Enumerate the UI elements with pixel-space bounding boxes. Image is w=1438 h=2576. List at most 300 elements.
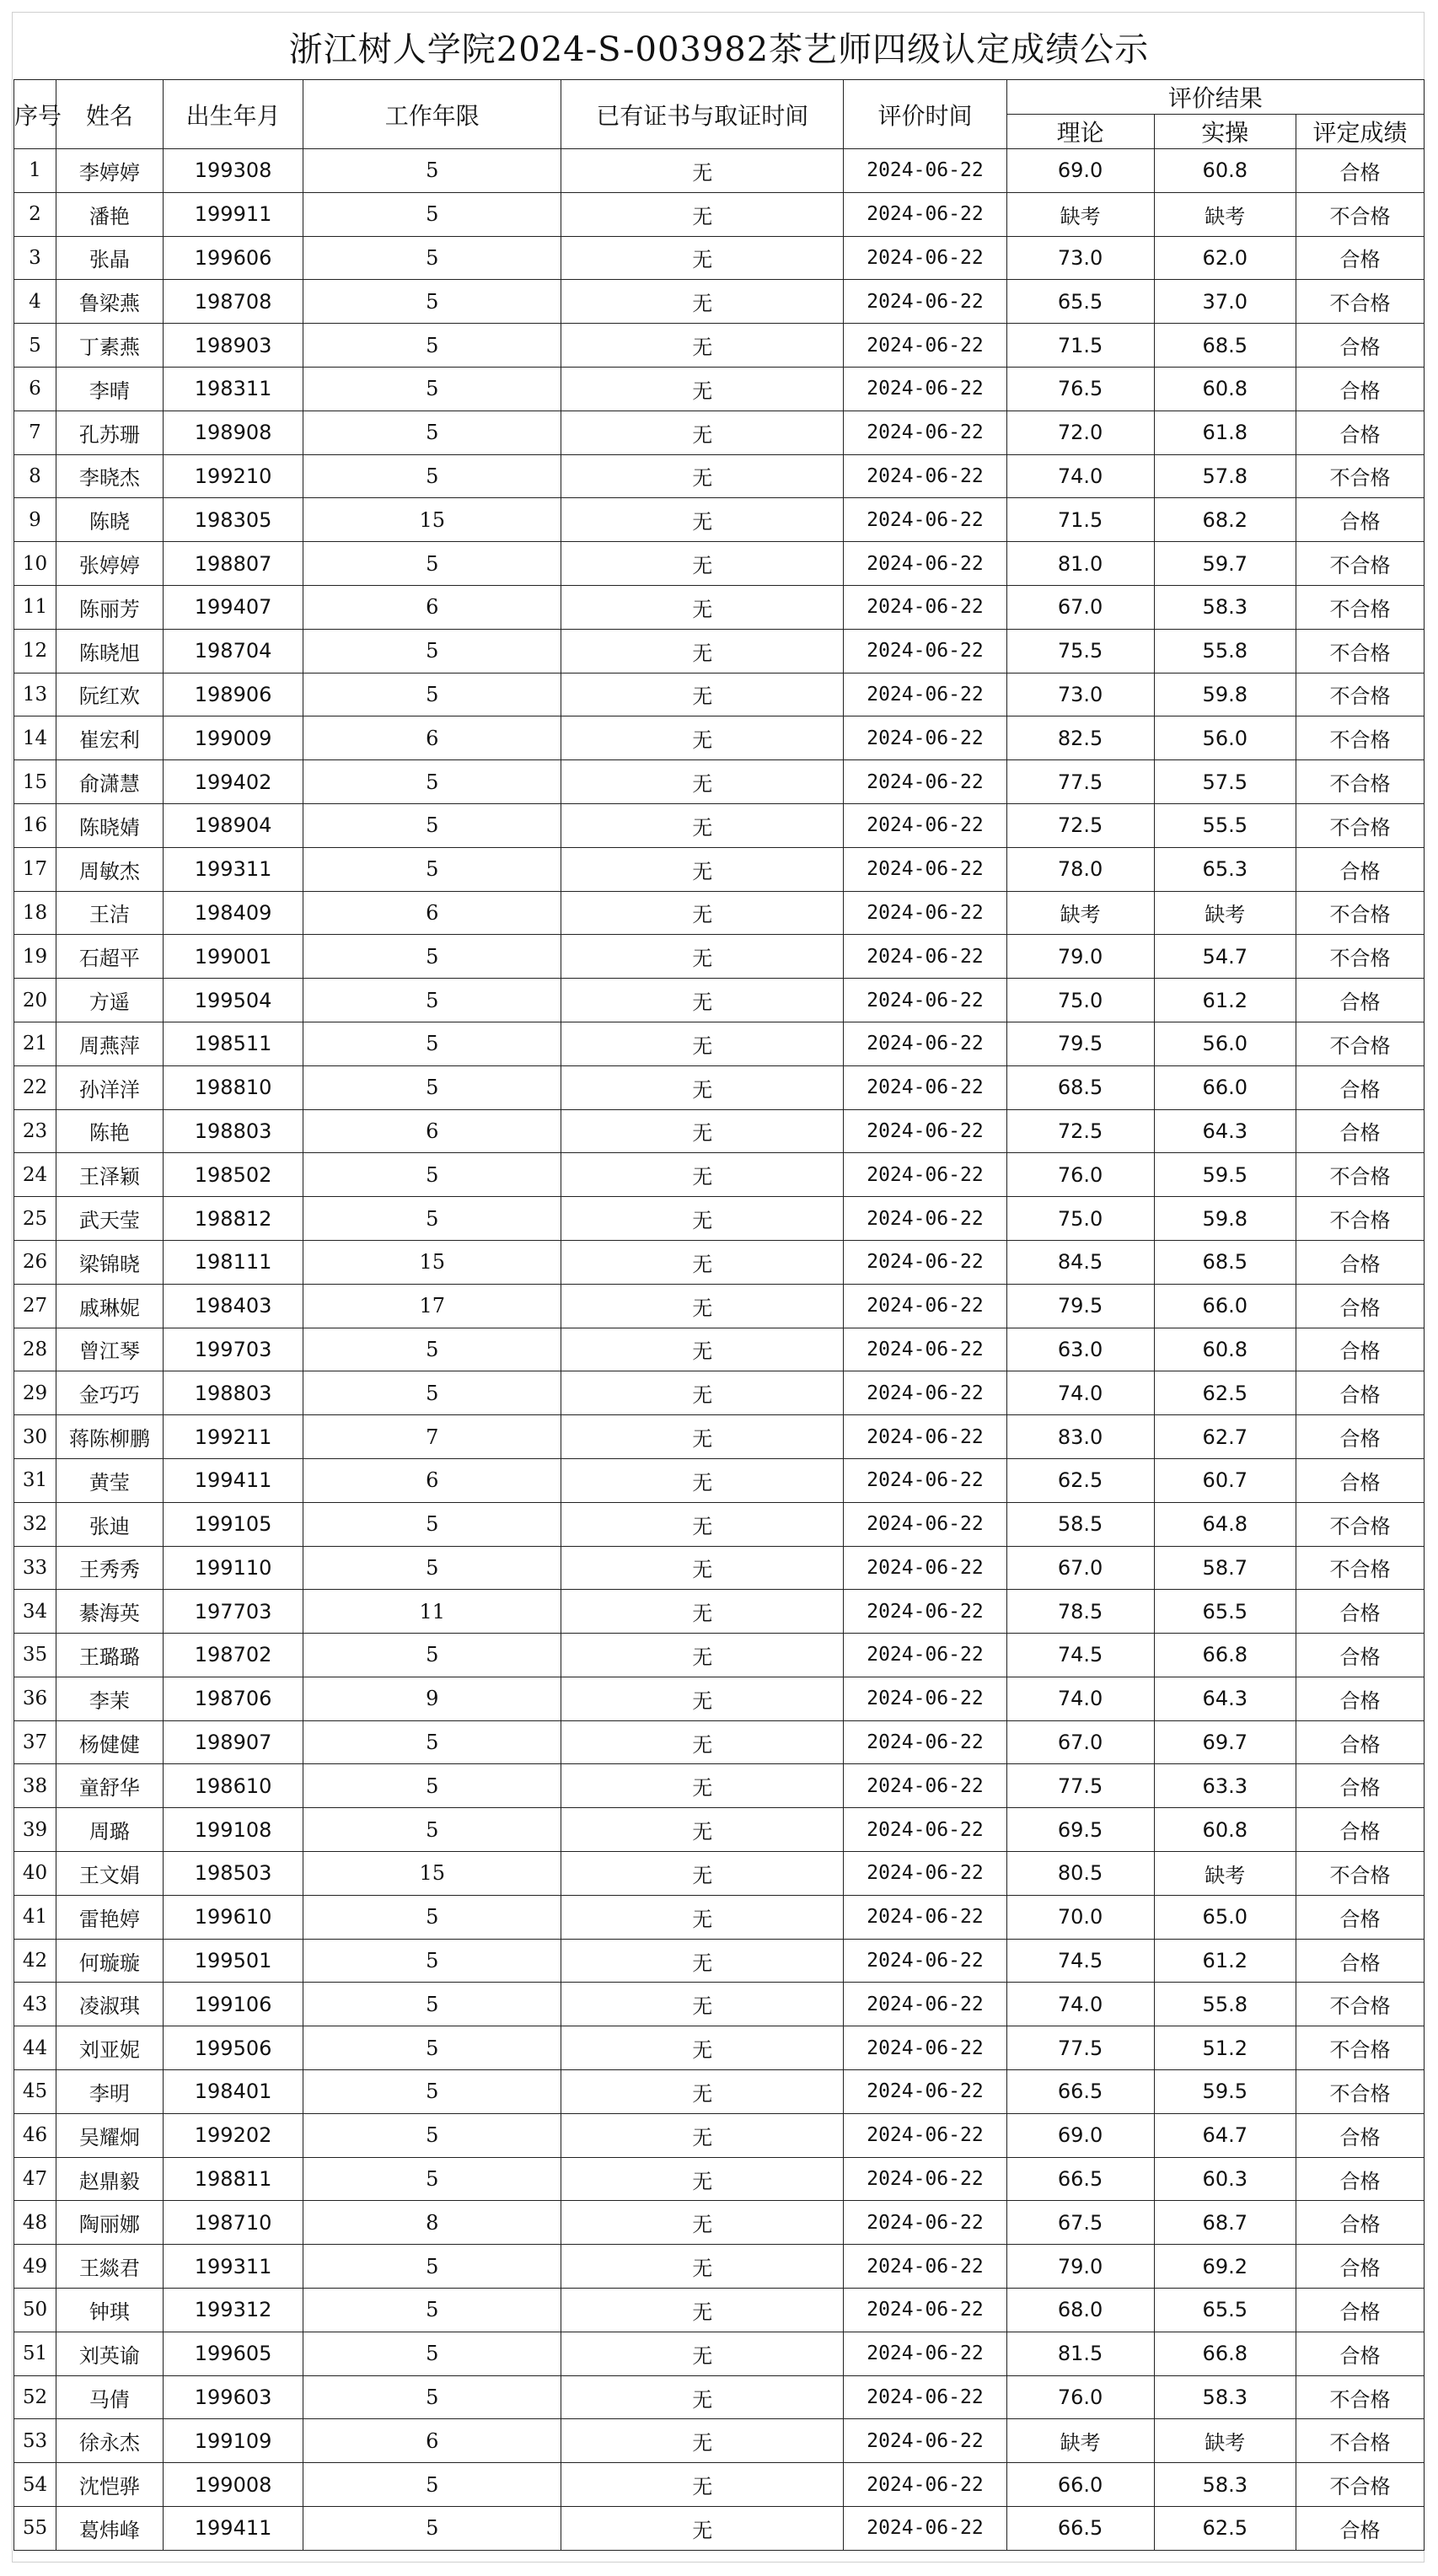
table-row: [14, 629, 1425, 673]
cell-eval-date: 2024-06-22: [844, 2245, 1007, 2289]
cell-eval-date: 2024-06-22: [844, 1720, 1007, 1764]
cell-seq: 36: [14, 1677, 56, 1720]
cell-years: 5: [303, 454, 561, 498]
cell-practice: 60.8: [1154, 1328, 1296, 1371]
cell-years: 5: [303, 1328, 561, 1371]
cell-name: 王洁: [56, 891, 163, 935]
cell-name: 刘亚妮: [56, 2026, 163, 2070]
cell-eval-date: 2024-06-22: [844, 1284, 1007, 1328]
cell-grade: 不合格: [1296, 1197, 1425, 1241]
table-row: [14, 1328, 1425, 1371]
cell-name: 陈晓旭: [56, 629, 163, 673]
table-row: [14, 2463, 1425, 2507]
cell-practice: 55.8: [1154, 1983, 1296, 2026]
cell-name: 李茉: [56, 1677, 163, 1720]
cell-years: 5: [303, 411, 561, 454]
cell-practice: 61.2: [1154, 1939, 1296, 1983]
table-row: [14, 1939, 1425, 1983]
cell-seq: 15: [14, 760, 56, 804]
cell-theory: 79.0: [1006, 2245, 1154, 2289]
cell-years: 5: [303, 236, 561, 280]
cell-grade: 合格: [1296, 411, 1425, 454]
cell-years: 5: [303, 2245, 561, 2289]
cell-name: 蒋陈柳鹏: [56, 1415, 163, 1459]
cell-seq: 34: [14, 1590, 56, 1634]
cell-theory: 69.0: [1006, 149, 1154, 193]
cell-birth: 199411: [163, 1458, 303, 1502]
cell-theory: 74.0: [1006, 1371, 1154, 1415]
cell-cert: 无: [561, 1720, 844, 1764]
cell-years: 5: [303, 2026, 561, 2070]
cell-grade: 不合格: [1296, 1852, 1425, 1896]
cell-eval-date: 2024-06-22: [844, 1458, 1007, 1502]
cell-name: 俞潇慧: [56, 760, 163, 804]
cell-seq: 8: [14, 454, 56, 498]
table-row: [14, 2289, 1425, 2332]
cell-eval-date: 2024-06-22: [844, 1677, 1007, 1720]
header-birth: 出生年月: [163, 80, 303, 149]
cell-name: 张婷婷: [56, 542, 163, 586]
cell-years: 5: [303, 1720, 561, 1764]
cell-practice: 54.7: [1154, 935, 1296, 979]
cell-practice: 51.2: [1154, 2026, 1296, 2070]
cell-seq: 24: [14, 1153, 56, 1197]
table-row: [14, 847, 1425, 891]
cell-eval-date: 2024-06-22: [844, 411, 1007, 454]
cell-practice: 60.8: [1154, 149, 1296, 193]
cell-birth: 199610: [163, 1895, 303, 1939]
cell-seq: 45: [14, 2070, 56, 2114]
cell-name: 李婷婷: [56, 149, 163, 193]
cell-theory: 72.5: [1006, 803, 1154, 847]
cell-years: 5: [303, 2375, 561, 2419]
cell-grade: 合格: [1296, 236, 1425, 280]
cell-seq: 21: [14, 1022, 56, 1065]
cell-practice: 69.2: [1154, 2245, 1296, 2289]
cell-eval-date: 2024-06-22: [844, 1109, 1007, 1153]
cell-theory: 79.0: [1006, 935, 1154, 979]
cell-practice: 60.7: [1154, 1458, 1296, 1502]
cell-years: 15: [303, 1852, 561, 1896]
cell-name: 陈丽芳: [56, 585, 163, 629]
cell-seq: 14: [14, 716, 56, 760]
cell-name: 陈晓: [56, 498, 163, 542]
table-row: [14, 542, 1425, 586]
cell-eval-date: 2024-06-22: [844, 1546, 1007, 1590]
header-name: 姓名: [56, 80, 163, 149]
cell-practice: 68.5: [1154, 324, 1296, 368]
cell-eval-date: 2024-06-22: [844, 1764, 1007, 1808]
cell-years: 5: [303, 1546, 561, 1590]
cell-birth: 198503: [163, 1852, 303, 1896]
cell-cert: 无: [561, 542, 844, 586]
cell-name: 李晴: [56, 367, 163, 411]
table-row: [14, 1808, 1425, 1852]
cell-seq: 33: [14, 1546, 56, 1590]
cell-seq: 3: [14, 236, 56, 280]
table-row: [14, 1502, 1425, 1546]
cell-cert: 无: [561, 2419, 844, 2463]
cell-name: 沈恺骅: [56, 2463, 163, 2507]
cell-eval-date: 2024-06-22: [844, 891, 1007, 935]
cell-eval-date: 2024-06-22: [844, 629, 1007, 673]
cell-practice: 缺考: [1154, 192, 1296, 236]
cell-cert: 无: [561, 1458, 844, 1502]
cell-theory: 68.0: [1006, 2289, 1154, 2332]
cell-seq: 38: [14, 1764, 56, 1808]
table-row: [14, 1546, 1425, 1590]
cell-seq: 16: [14, 803, 56, 847]
table-row: [14, 454, 1425, 498]
cell-practice: 65.3: [1154, 847, 1296, 891]
cell-years: 6: [303, 716, 561, 760]
cell-cert: 无: [561, 2201, 844, 2245]
cell-grade: 合格: [1296, 498, 1425, 542]
cell-birth: 198311: [163, 367, 303, 411]
cell-theory: 71.5: [1006, 324, 1154, 368]
cell-cert: 无: [561, 367, 844, 411]
cell-practice: 66.0: [1154, 1284, 1296, 1328]
table-row: [14, 716, 1425, 760]
cell-cert: 无: [561, 716, 844, 760]
table-row: [14, 1590, 1425, 1634]
cell-cert: 无: [561, 149, 844, 193]
table-row: [14, 2201, 1425, 2245]
cell-grade: 不合格: [1296, 2419, 1425, 2463]
cell-theory: 73.0: [1006, 673, 1154, 716]
cell-grade: 合格: [1296, 1328, 1425, 1371]
cell-grade: 合格: [1296, 847, 1425, 891]
cell-theory: 82.5: [1006, 716, 1154, 760]
cell-cert: 无: [561, 498, 844, 542]
cell-cert: 无: [561, 1415, 844, 1459]
cell-practice: 66.8: [1154, 1634, 1296, 1677]
cell-seq: 11: [14, 585, 56, 629]
cell-eval-date: 2024-06-22: [844, 2507, 1007, 2551]
cell-practice: 37.0: [1154, 280, 1296, 324]
cell-seq: 30: [14, 1415, 56, 1459]
cell-birth: 199109: [163, 2419, 303, 2463]
cell-theory: 74.0: [1006, 454, 1154, 498]
cell-eval-date: 2024-06-22: [844, 542, 1007, 586]
cell-cert: 无: [561, 585, 844, 629]
cell-grade: 合格: [1296, 979, 1425, 1022]
cell-seq: 37: [14, 1720, 56, 1764]
cell-cert: 无: [561, 2375, 844, 2419]
cell-eval-date: 2024-06-22: [844, 1240, 1007, 1284]
cell-cert: 无: [561, 2507, 844, 2551]
cell-eval-date: 2024-06-22: [844, 1852, 1007, 1896]
cell-seq: 28: [14, 1328, 56, 1371]
cell-grade: 合格: [1296, 1939, 1425, 1983]
cell-years: 5: [303, 803, 561, 847]
cell-birth: 199211: [163, 1415, 303, 1459]
cell-years: 5: [303, 760, 561, 804]
cell-grade: 不合格: [1296, 760, 1425, 804]
cell-name: 何璇璇: [56, 1939, 163, 1983]
cell-years: 5: [303, 2289, 561, 2332]
cell-eval-date: 2024-06-22: [844, 1022, 1007, 1065]
cell-birth: 198610: [163, 1764, 303, 1808]
cell-cert: 无: [561, 629, 844, 673]
cell-theory: 75.5: [1006, 629, 1154, 673]
cell-name: 张晶: [56, 236, 163, 280]
cell-years: 15: [303, 498, 561, 542]
cell-grade: 不合格: [1296, 2070, 1425, 2114]
cell-birth: 199311: [163, 847, 303, 891]
cell-cert: 无: [561, 1240, 844, 1284]
cell-cert: 无: [561, 979, 844, 1022]
cell-seq: 12: [14, 629, 56, 673]
cell-practice: 68.5: [1154, 1240, 1296, 1284]
cell-cert: 无: [561, 847, 844, 891]
cell-birth: 199105: [163, 1502, 303, 1546]
cell-birth: 199911: [163, 192, 303, 236]
cell-grade: 不合格: [1296, 891, 1425, 935]
cell-years: 5: [303, 2463, 561, 2507]
cell-eval-date: 2024-06-22: [844, 1895, 1007, 1939]
table-row: [14, 1240, 1425, 1284]
cell-practice: 57.5: [1154, 760, 1296, 804]
cell-eval-date: 2024-06-22: [844, 1808, 1007, 1852]
cell-cert: 无: [561, 2245, 844, 2289]
cell-cert: 无: [561, 1895, 844, 1939]
table-row: [14, 192, 1425, 236]
cell-name: 徐永杰: [56, 2419, 163, 2463]
table-row: [14, 1677, 1425, 1720]
cell-birth: 198904: [163, 803, 303, 847]
cell-name: 王璐璐: [56, 1634, 163, 1677]
cell-years: 5: [303, 149, 561, 193]
cell-theory: 75.0: [1006, 979, 1154, 1022]
cell-seq: 6: [14, 367, 56, 411]
cell-grade: 不合格: [1296, 935, 1425, 979]
cell-name: 綦海英: [56, 1590, 163, 1634]
cell-eval-date: 2024-06-22: [844, 1590, 1007, 1634]
cell-eval-date: 2024-06-22: [844, 1153, 1007, 1197]
cell-seq: 20: [14, 979, 56, 1022]
header-theory: 理论: [1006, 115, 1154, 149]
cell-seq: 46: [14, 2113, 56, 2157]
cell-grade: 合格: [1296, 1808, 1425, 1852]
table-row: [14, 2070, 1425, 2114]
cell-years: 5: [303, 280, 561, 324]
cell-birth: 199312: [163, 2289, 303, 2332]
cell-name: 金巧巧: [56, 1371, 163, 1415]
cell-eval-date: 2024-06-22: [844, 1328, 1007, 1371]
cell-years: 5: [303, 2332, 561, 2375]
header-cert: 已有证书与取证时间: [561, 80, 844, 149]
cell-practice: 66.0: [1154, 1065, 1296, 1109]
cell-grade: 合格: [1296, 1720, 1425, 1764]
cell-grade: 不合格: [1296, 2375, 1425, 2419]
cell-eval-date: 2024-06-22: [844, 1983, 1007, 2026]
cell-cert: 无: [561, 324, 844, 368]
cell-theory: 83.0: [1006, 1415, 1154, 1459]
cell-cert: 无: [561, 1328, 844, 1371]
cell-grade: 合格: [1296, 1415, 1425, 1459]
table-row: [14, 935, 1425, 979]
cell-birth: 199308: [163, 149, 303, 193]
cell-grade: 不合格: [1296, 716, 1425, 760]
cell-eval-date: 2024-06-22: [844, 1197, 1007, 1241]
cell-grade: 不合格: [1296, 2026, 1425, 2070]
cell-birth: 199108: [163, 1808, 303, 1852]
cell-seq: 5: [14, 324, 56, 368]
cell-practice: 58.3: [1154, 585, 1296, 629]
cell-eval-date: 2024-06-22: [844, 236, 1007, 280]
cell-cert: 无: [561, 1022, 844, 1065]
cell-seq: 9: [14, 498, 56, 542]
table-body: [14, 149, 1425, 2551]
cell-cert: 无: [561, 1939, 844, 1983]
cell-seq: 32: [14, 1502, 56, 1546]
cell-name: 方遥: [56, 979, 163, 1022]
cell-grade: 合格: [1296, 367, 1425, 411]
cell-birth: 199606: [163, 236, 303, 280]
cell-cert: 无: [561, 935, 844, 979]
table-row: [14, 2375, 1425, 2419]
cell-years: 5: [303, 1197, 561, 1241]
cell-theory: 67.0: [1006, 1546, 1154, 1590]
cell-practice: 62.0: [1154, 236, 1296, 280]
cell-grade: 不合格: [1296, 1983, 1425, 2026]
cell-practice: 65.0: [1154, 1895, 1296, 1939]
cell-name: 王秀秀: [56, 1546, 163, 1590]
cell-theory: 缺考: [1006, 891, 1154, 935]
cell-eval-date: 2024-06-22: [844, 2070, 1007, 2114]
cell-cert: 无: [561, 1764, 844, 1808]
cell-practice: 60.8: [1154, 367, 1296, 411]
cell-theory: 81.0: [1006, 542, 1154, 586]
cell-seq: 40: [14, 1852, 56, 1896]
cell-birth: 198409: [163, 891, 303, 935]
cell-seq: 17: [14, 847, 56, 891]
cell-seq: 52: [14, 2375, 56, 2419]
cell-eval-date: 2024-06-22: [844, 2463, 1007, 2507]
cell-theory: 80.5: [1006, 1852, 1154, 1896]
cell-birth: 199506: [163, 2026, 303, 2070]
cell-name: 马倩: [56, 2375, 163, 2419]
cell-eval-date: 2024-06-22: [844, 2026, 1007, 2070]
cell-years: 5: [303, 1983, 561, 2026]
cell-cert: 无: [561, 1197, 844, 1241]
cell-eval-date: 2024-06-22: [844, 716, 1007, 760]
cell-cert: 无: [561, 2332, 844, 2375]
cell-years: 5: [303, 1371, 561, 1415]
cell-grade: 不合格: [1296, 1546, 1425, 1590]
cell-years: 5: [303, 1153, 561, 1197]
table-row: [14, 1284, 1425, 1328]
cell-theory: 74.0: [1006, 1677, 1154, 1720]
cell-theory: 79.5: [1006, 1022, 1154, 1065]
cell-years: 5: [303, 1022, 561, 1065]
cell-seq: 50: [14, 2289, 56, 2332]
cell-grade: 合格: [1296, 149, 1425, 193]
cell-grade: 不合格: [1296, 2463, 1425, 2507]
cell-grade: 不合格: [1296, 585, 1425, 629]
table-row: [14, 2332, 1425, 2375]
cell-grade: 不合格: [1296, 673, 1425, 716]
cell-birth: 199210: [163, 454, 303, 498]
cell-years: 8: [303, 2201, 561, 2245]
cell-grade: 不合格: [1296, 1022, 1425, 1065]
cell-practice: 61.2: [1154, 979, 1296, 1022]
cell-years: 17: [303, 1284, 561, 1328]
cell-theory: 66.5: [1006, 2507, 1154, 2551]
cell-theory: 缺考: [1006, 192, 1154, 236]
cell-practice: 56.0: [1154, 1022, 1296, 1065]
table-row: [14, 367, 1425, 411]
cell-eval-date: 2024-06-22: [844, 1065, 1007, 1109]
cell-years: 5: [303, 673, 561, 716]
cell-birth: 199504: [163, 979, 303, 1022]
page-title: 浙江树人学院2024-S-003982茶艺师四级认定成绩公示: [288, 30, 1150, 69]
cell-seq: 22: [14, 1065, 56, 1109]
cell-years: 5: [303, 324, 561, 368]
cell-seq: 39: [14, 1808, 56, 1852]
cell-eval-date: 2024-06-22: [844, 979, 1007, 1022]
cell-birth: 198906: [163, 673, 303, 716]
cell-seq: 13: [14, 673, 56, 716]
cell-theory: 77.5: [1006, 1764, 1154, 1808]
cell-birth: 198903: [163, 324, 303, 368]
cell-seq: 41: [14, 1895, 56, 1939]
cell-seq: 43: [14, 1983, 56, 2026]
cell-birth: 199411: [163, 2507, 303, 2551]
cell-practice: 62.5: [1154, 2507, 1296, 2551]
header-eval-date: 评价时间: [844, 80, 1007, 149]
cell-eval-date: 2024-06-22: [844, 454, 1007, 498]
cell-theory: 79.5: [1006, 1284, 1154, 1328]
table-row: [14, 2026, 1425, 2070]
cell-grade: 不合格: [1296, 454, 1425, 498]
cell-name: 阮红欢: [56, 673, 163, 716]
cell-theory: 74.5: [1006, 1634, 1154, 1677]
cell-cert: 无: [561, 1634, 844, 1677]
cell-birth: 198111: [163, 1240, 303, 1284]
cell-theory: 76.0: [1006, 1153, 1154, 1197]
cell-years: 5: [303, 629, 561, 673]
cell-years: 5: [303, 847, 561, 891]
cell-theory: 66.0: [1006, 2463, 1154, 2507]
table-row: [14, 979, 1425, 1022]
cell-seq: 1: [14, 149, 56, 193]
cell-name: 潘艳: [56, 192, 163, 236]
cell-eval-date: 2024-06-22: [844, 803, 1007, 847]
table-row: [14, 1109, 1425, 1153]
cell-practice: 60.3: [1154, 2157, 1296, 2201]
cell-grade: 合格: [1296, 2245, 1425, 2289]
cell-theory: 77.5: [1006, 760, 1154, 804]
cell-name: 丁素燕: [56, 324, 163, 368]
cell-eval-date: 2024-06-22: [844, 1415, 1007, 1459]
table-row: [14, 673, 1425, 716]
header-grade: 评定成绩: [1296, 115, 1425, 149]
cell-name: 张迪: [56, 1502, 163, 1546]
cell-seq: 51: [14, 2332, 56, 2375]
cell-theory: 78.5: [1006, 1590, 1154, 1634]
cell-practice: 58.3: [1154, 2375, 1296, 2419]
cell-eval-date: 2024-06-22: [844, 935, 1007, 979]
cell-birth: 198810: [163, 1065, 303, 1109]
cell-name: 梁锦晓: [56, 1240, 163, 1284]
cell-birth: 198710: [163, 2201, 303, 2245]
cell-practice: 60.8: [1154, 1808, 1296, 1852]
cell-years: 6: [303, 1109, 561, 1153]
cell-eval-date: 2024-06-22: [844, 585, 1007, 629]
table-row: [14, 2245, 1425, 2289]
